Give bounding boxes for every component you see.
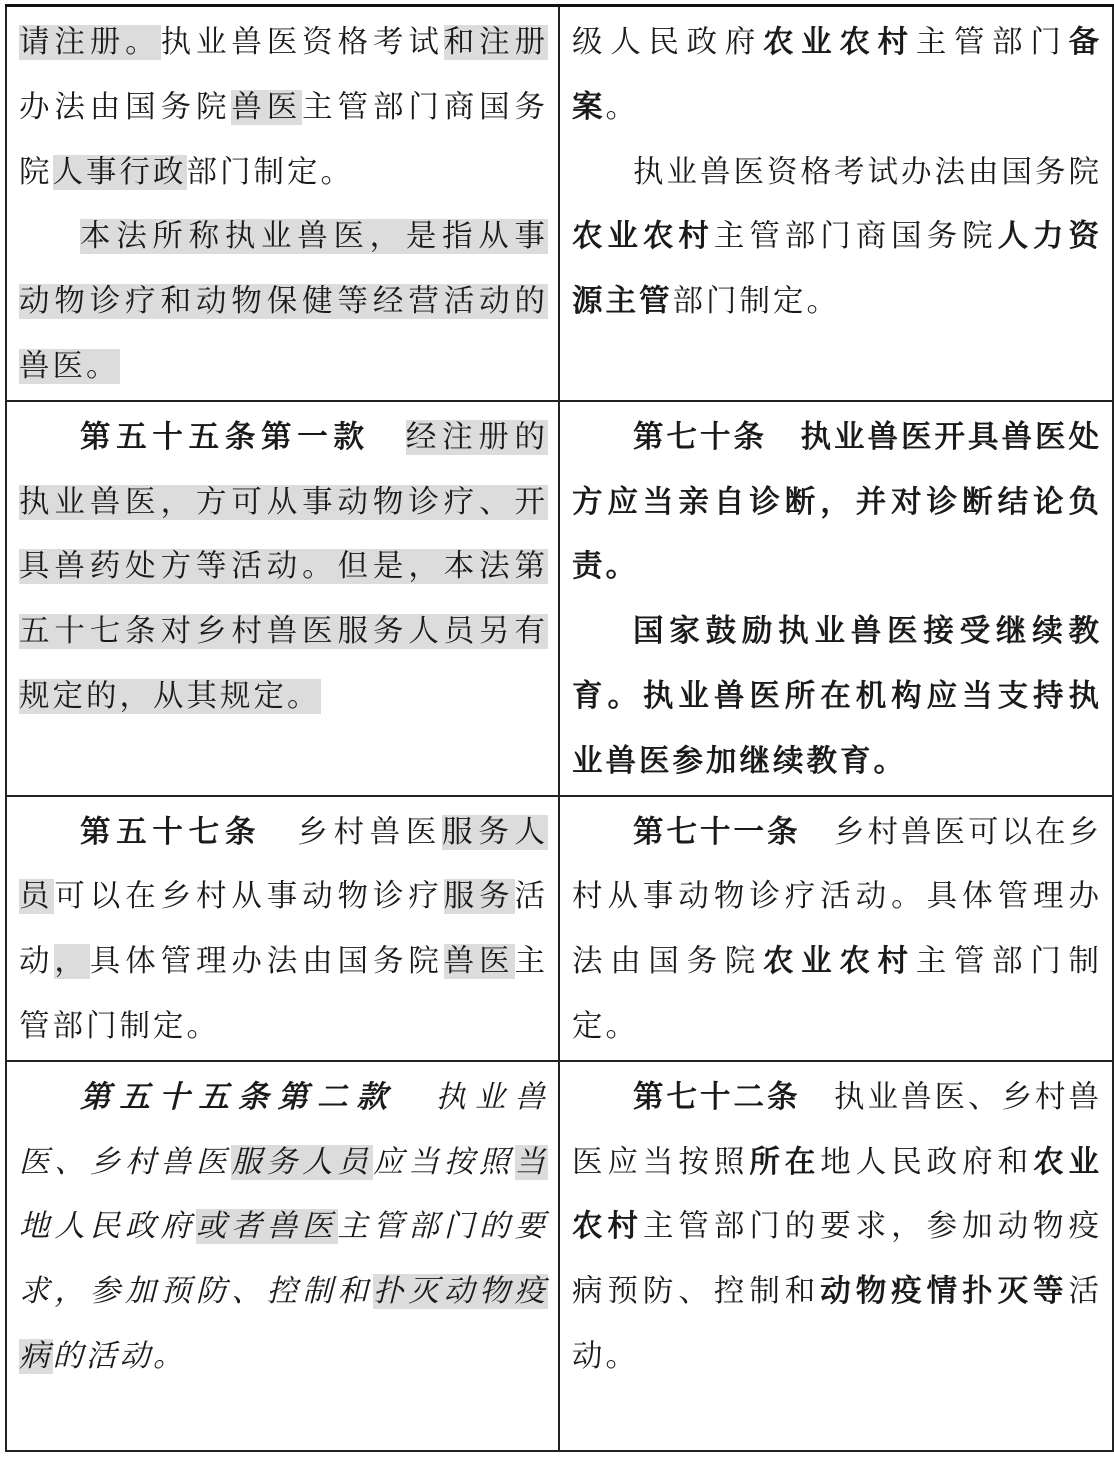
table-row xyxy=(6,401,1113,796)
text-run: 国家鼓励执业兽医接受继续教育。执业兽医所在机构应当支持执业兽医参加继续教育。 xyxy=(572,614,1102,779)
text-run: 部门制定。 xyxy=(672,284,840,320)
text-run: 主管部门制定。 xyxy=(19,944,549,1044)
paragraph xyxy=(572,141,1102,335)
text-run: 主管部门制定。 xyxy=(572,944,1103,1044)
paragraph xyxy=(572,11,1102,141)
text-run: 主管部门的要求，参加动物疫病预防、控制和 xyxy=(572,1209,1103,1310)
highlight: 经注册的执业兽医，方可从事动物诊疗、开具兽药处方等活动。但是，本法第五十七条对乡村兽医服务人员另有规定的，从其规定。 xyxy=(19,419,549,714)
paragraph xyxy=(572,1066,1102,1390)
table-row xyxy=(6,796,1113,1061)
article-label: 第五十五条第二款 xyxy=(80,1079,396,1115)
text-run: 。 xyxy=(605,89,639,125)
text-run: 具体管理办法由国务院 xyxy=(89,944,444,980)
table-row xyxy=(6,6,1113,401)
article-label: 第七十一条 xyxy=(633,814,801,850)
highlight: 兽医 xyxy=(231,89,303,125)
paragraph xyxy=(19,801,548,1060)
highlight: 服务人员 xyxy=(231,1144,373,1180)
paragraph xyxy=(19,11,548,205)
article-label: 第七十条 xyxy=(633,419,767,455)
text-run: 执业兽医、乡村兽医 xyxy=(19,1079,548,1180)
highlight: 当 xyxy=(514,1144,549,1180)
highlight: 或者兽医 xyxy=(195,1209,338,1245)
bold-change: 备案 xyxy=(572,25,1103,125)
old-law-cell xyxy=(6,401,559,796)
paragraph xyxy=(572,801,1102,1060)
text-run: 地人民政府 xyxy=(19,1209,196,1245)
paragraph xyxy=(19,1066,548,1390)
highlight: ， xyxy=(54,944,90,980)
paragraph xyxy=(19,205,548,399)
text-run: 部门制定。 xyxy=(186,154,354,190)
highlight: 和注册 xyxy=(443,25,549,60)
bold-change: 农业农村 xyxy=(762,944,916,980)
bold-change: 农业农村 xyxy=(572,1144,1103,1245)
highlight: 服务 xyxy=(443,879,515,915)
bold-change: 动物疫情扑灭等 xyxy=(820,1274,1069,1310)
text-run: 主管部门的要求，参加预防、控制和 xyxy=(19,1209,549,1310)
text-run: 乡村兽医可以在乡村从事动物诊疗活动。具体管理办法由国务院 xyxy=(572,814,1102,980)
law-comparison-table xyxy=(5,4,1114,1452)
old-law-cell xyxy=(6,796,559,1061)
text-run: 可以在乡村从事动物诊疗 xyxy=(54,879,444,915)
text-run: 主管部门商国务院 xyxy=(19,89,549,190)
new-law-cell xyxy=(559,401,1113,796)
article-label: 第五十五条第一款 xyxy=(80,419,370,455)
article-label: 第五十七条 xyxy=(80,814,262,850)
highlight: 本法所称执业兽医，是指从事动物诊疗和动物保健等经营活动的兽医。 xyxy=(19,219,548,384)
text-run: 地人民政府和 xyxy=(820,1144,1034,1180)
bold-change: 人力资源主管 xyxy=(572,219,1103,320)
new-law-cell xyxy=(559,1061,1113,1451)
text-run: 活动。 xyxy=(572,1274,1102,1374)
highlight: 兽医 xyxy=(443,944,515,980)
highlight: 扑灭动物疫病 xyxy=(19,1274,549,1374)
text-run: 主管部门 xyxy=(915,25,1069,60)
text-run: 执业兽医开具兽医处方应当亲自诊断，并对诊断结论负责。 xyxy=(572,419,1102,585)
text-run: 级人民政府 xyxy=(572,25,763,60)
new-law-cell xyxy=(559,796,1113,1061)
bold-change: 农业农村 xyxy=(572,219,714,255)
old-law-cell xyxy=(6,6,559,401)
old-law-cell xyxy=(6,1061,559,1451)
text-run: 活动 xyxy=(19,879,549,980)
bold-change: 农业农村 xyxy=(762,25,916,60)
table-row xyxy=(6,1061,1113,1451)
paragraph xyxy=(572,406,1102,600)
text-run: 执业兽医、乡村兽医应当按照 xyxy=(572,1079,1102,1180)
paragraph xyxy=(572,600,1102,794)
text-run: 的活动。 xyxy=(52,1338,187,1374)
article-label: 第七十二条 xyxy=(633,1079,801,1115)
new-law-cell xyxy=(559,6,1113,401)
highlight: 人事行政 xyxy=(52,154,187,190)
bold-change: 所在 xyxy=(749,1144,821,1180)
highlight: 服务人员 xyxy=(19,814,549,915)
text-run: 执业兽医资格考试办法由国务院 xyxy=(633,154,1102,190)
text-run: 应当按照 xyxy=(372,1144,515,1180)
highlight: 请注册。 xyxy=(19,25,161,60)
text-run: 办法由国务院 xyxy=(19,89,232,125)
text-run: 乡村兽医 xyxy=(297,814,443,850)
text-run: 执业兽医资格考试 xyxy=(160,25,444,60)
text-run: 主管部门商国务院 xyxy=(713,219,998,255)
paragraph xyxy=(19,406,548,730)
